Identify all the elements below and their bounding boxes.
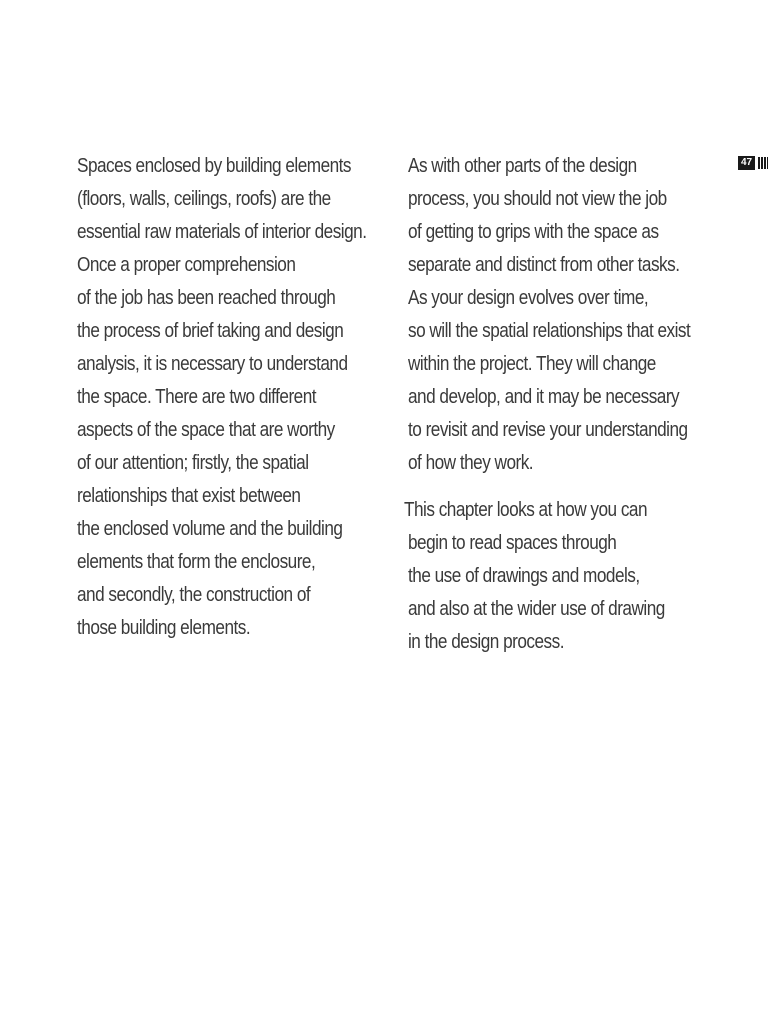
text-line: This chapter looks at how you can — [404, 499, 648, 521]
text-line: process, you should not view the job — [408, 188, 667, 210]
text-line: the enclosed volume and the building — [77, 518, 343, 540]
text-line: and also at the wider use of drawing — [408, 598, 665, 620]
text-line: the use of drawings and models, — [408, 565, 640, 587]
page-number: 47 — [738, 156, 755, 170]
text-line: those building elements. — [77, 617, 251, 639]
text-line: aspects of the space that are worthy — [77, 419, 335, 441]
bar — [764, 157, 766, 169]
bar — [758, 157, 760, 169]
text-line: of how they work. — [408, 452, 534, 474]
paragraph-chapter-overview — [404, 494, 723, 659]
text-line: and secondly, the construction of — [77, 584, 311, 606]
text-line: (floors, walls, ceilings, roofs) are the — [77, 188, 331, 210]
text-line: in the design process. — [408, 631, 564, 653]
text-line: begin to read spaces through — [408, 532, 617, 554]
text-line: analysis, it is necessary to understand — [77, 353, 348, 375]
page-tab-bars-icon — [757, 156, 768, 170]
text-line: separate and distinct from other tasks. — [408, 254, 680, 276]
paragraph-spacer — [408, 480, 723, 494]
text-line: of the job has been reached through — [77, 287, 336, 309]
text-line: of getting to grips with the space as — [408, 221, 659, 243]
text-line: of our attention; firstly, the spatial — [77, 452, 309, 474]
text-line: to revisit and revise your understanding — [408, 419, 688, 441]
text-line: essential raw materials of interior design. — [77, 221, 367, 243]
paragraph-design-process — [408, 150, 723, 480]
text-line: the space. There are two different — [77, 386, 317, 408]
text-line: within the project. They will change — [408, 353, 656, 375]
text-line: Spaces enclosed by building elements — [77, 155, 352, 177]
text-line: elements that form the enclosure, — [77, 551, 316, 573]
text-line: relationships that exist between — [77, 485, 301, 507]
text-line: Once a proper comprehension — [77, 254, 296, 276]
body-text-left-column — [77, 150, 397, 645]
text-line: so will the spatial relationships that exist — [408, 320, 691, 342]
text-line: As your design evolves over time, — [408, 287, 649, 309]
text-line: the process of brief taking and design — [77, 320, 344, 342]
text-line: and develop, and it may be necessary — [408, 386, 680, 408]
page-marker — [738, 156, 768, 170]
body-text-right-column — [404, 150, 723, 659]
bar — [761, 157, 763, 169]
text-line: As with other parts of the design — [408, 155, 637, 177]
